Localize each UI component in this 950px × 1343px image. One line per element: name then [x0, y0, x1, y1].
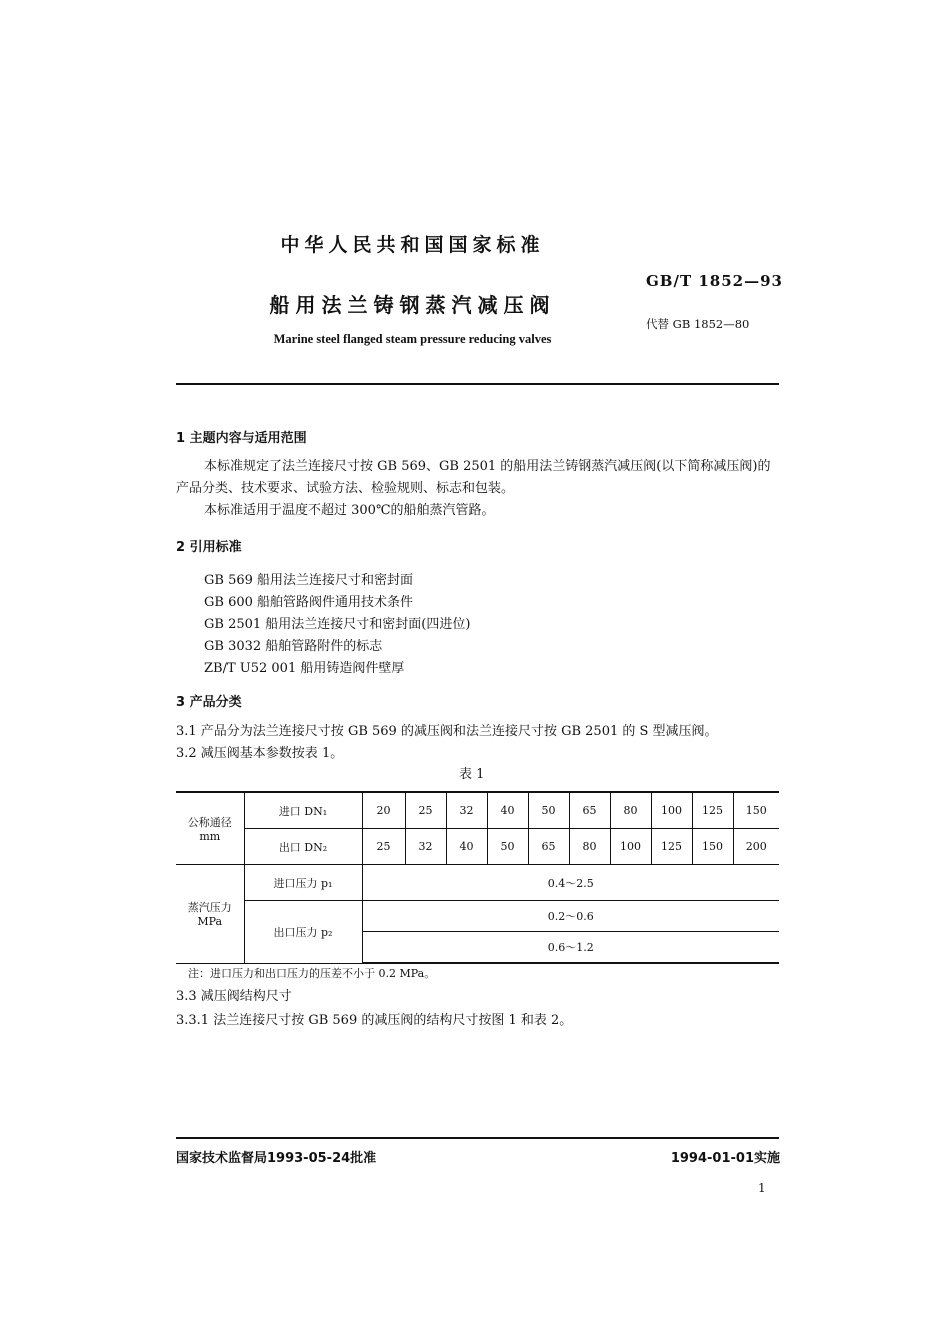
clause-3-2: 3.2 减压阀基本参数按表 1。	[176, 746, 344, 761]
table-row	[176, 865, 779, 901]
inlet-pressure-label: 进口压力 p₁	[244, 865, 362, 901]
table-note: 注：进口压力和出口压力的压差不小于 0.2 MPa。	[188, 967, 436, 980]
nominal-diameter-unit: mm	[199, 830, 221, 843]
table-cell: 32	[446, 792, 487, 829]
table-cell: 150	[733, 792, 779, 829]
table-cell: 80	[610, 792, 651, 829]
table-cell: 125	[692, 792, 733, 829]
clause-3-3-1: 3.3.1 法兰连接尺寸按 GB 569 的减压阀的结构尺寸按图 1 和表 2。	[176, 1013, 573, 1028]
inlet-dn-label: 进口 DN₁	[244, 792, 362, 829]
table-cell: 25	[405, 792, 446, 829]
outlet-pressure-value: 0.6～1.2	[362, 932, 779, 964]
table-cell: 40	[487, 792, 528, 829]
inlet-pressure-value: 0.4～2.5	[362, 865, 779, 901]
table-cell: 100	[651, 792, 692, 829]
outlet-pressure-label: 出口压力 p₂	[244, 901, 362, 964]
table-1-caption: 表 1	[459, 767, 485, 782]
nominal-diameter-label: 公称通径	[187, 816, 232, 829]
table-cell: 50	[528, 792, 569, 829]
clause-3-3: 3.3 减压阀结构尺寸	[176, 989, 292, 1004]
standard-code: GB/T 1852—93	[646, 272, 783, 290]
document-title: 船用法兰铸钢蒸汽减压阀	[269, 293, 556, 317]
outlet-pressure-value: 0.2～0.6	[362, 901, 779, 932]
reference-item: GB 2501 船用法兰连接尺寸和密封面(四进位)	[204, 617, 471, 632]
table-cell: 65	[528, 829, 569, 865]
table-cell: 50	[487, 829, 528, 865]
steam-pressure-unit: MPa	[197, 915, 223, 929]
section-3-heading: 3 产品分类	[176, 695, 242, 710]
reference-item: GB 600 船舶管路阀件通用技术条件	[204, 595, 414, 610]
section-1-heading: 1 主题内容与适用范围	[176, 431, 307, 446]
table-cell: 150	[692, 829, 733, 865]
section-1-para-1-line-2: 产品分类、技术要求、试验方法、检验规则、标志和包装。	[176, 481, 515, 496]
section-1-para-2: 本标准适用于温度不超过 300℃的船舶蒸汽管路。	[204, 503, 495, 518]
table-cell: 20	[362, 792, 405, 829]
approval-date: 国家技术监督局1993-05-24批准	[176, 1151, 377, 1166]
table-cell: 40	[446, 829, 487, 865]
footer-divider	[176, 1137, 779, 1139]
clause-3-1: 3.1 产品分为法兰连接尺寸按 GB 569 的减压阀和法兰连接尺寸按 GB 2501 的 S 型减压阀。	[176, 724, 718, 739]
table-row	[176, 792, 779, 829]
section-1-para-1-line-1: 本标准规定了法兰连接尺寸按 GB 569、GB 2501 的船用法兰铸钢蒸汽减压阀(以下简称减压阀)的	[204, 459, 771, 474]
page-number: 1	[758, 1181, 766, 1195]
nominal-diameter-cell	[176, 792, 244, 865]
replaces-standard: 代替 GB 1852—80	[646, 317, 750, 331]
reference-item: GB 3032 船舶管路附件的标志	[204, 639, 383, 654]
outlet-dn-label: 出口 DN₂	[244, 829, 362, 865]
steam-pressure-label: 蒸汽压力	[187, 901, 232, 915]
header-divider	[176, 383, 779, 385]
table-cell: 25	[362, 829, 405, 865]
effective-date: 1994-01-01实施	[670, 1151, 780, 1166]
english-title: Marine steel flanged steam pressure reducing valves	[273, 332, 552, 346]
table-cell: 32	[405, 829, 446, 865]
steam-pressure-cell	[176, 865, 244, 964]
national-standard-heading: 中华人民共和国国家标准	[280, 234, 545, 256]
parameters-table	[176, 791, 779, 964]
reference-item: GB 569 船用法兰连接尺寸和密封面	[204, 573, 414, 588]
table-cell: 65	[569, 792, 610, 829]
reference-item: ZB/T U52 001 船用铸造阀件壁厚	[204, 661, 405, 676]
section-2-heading: 2 引用标准	[176, 540, 242, 555]
table-row	[176, 829, 779, 865]
table-cell: 100	[610, 829, 651, 865]
table-cell: 200	[733, 829, 779, 865]
table-cell: 125	[651, 829, 692, 865]
table-cell: 80	[569, 829, 610, 865]
table-row	[176, 901, 779, 932]
